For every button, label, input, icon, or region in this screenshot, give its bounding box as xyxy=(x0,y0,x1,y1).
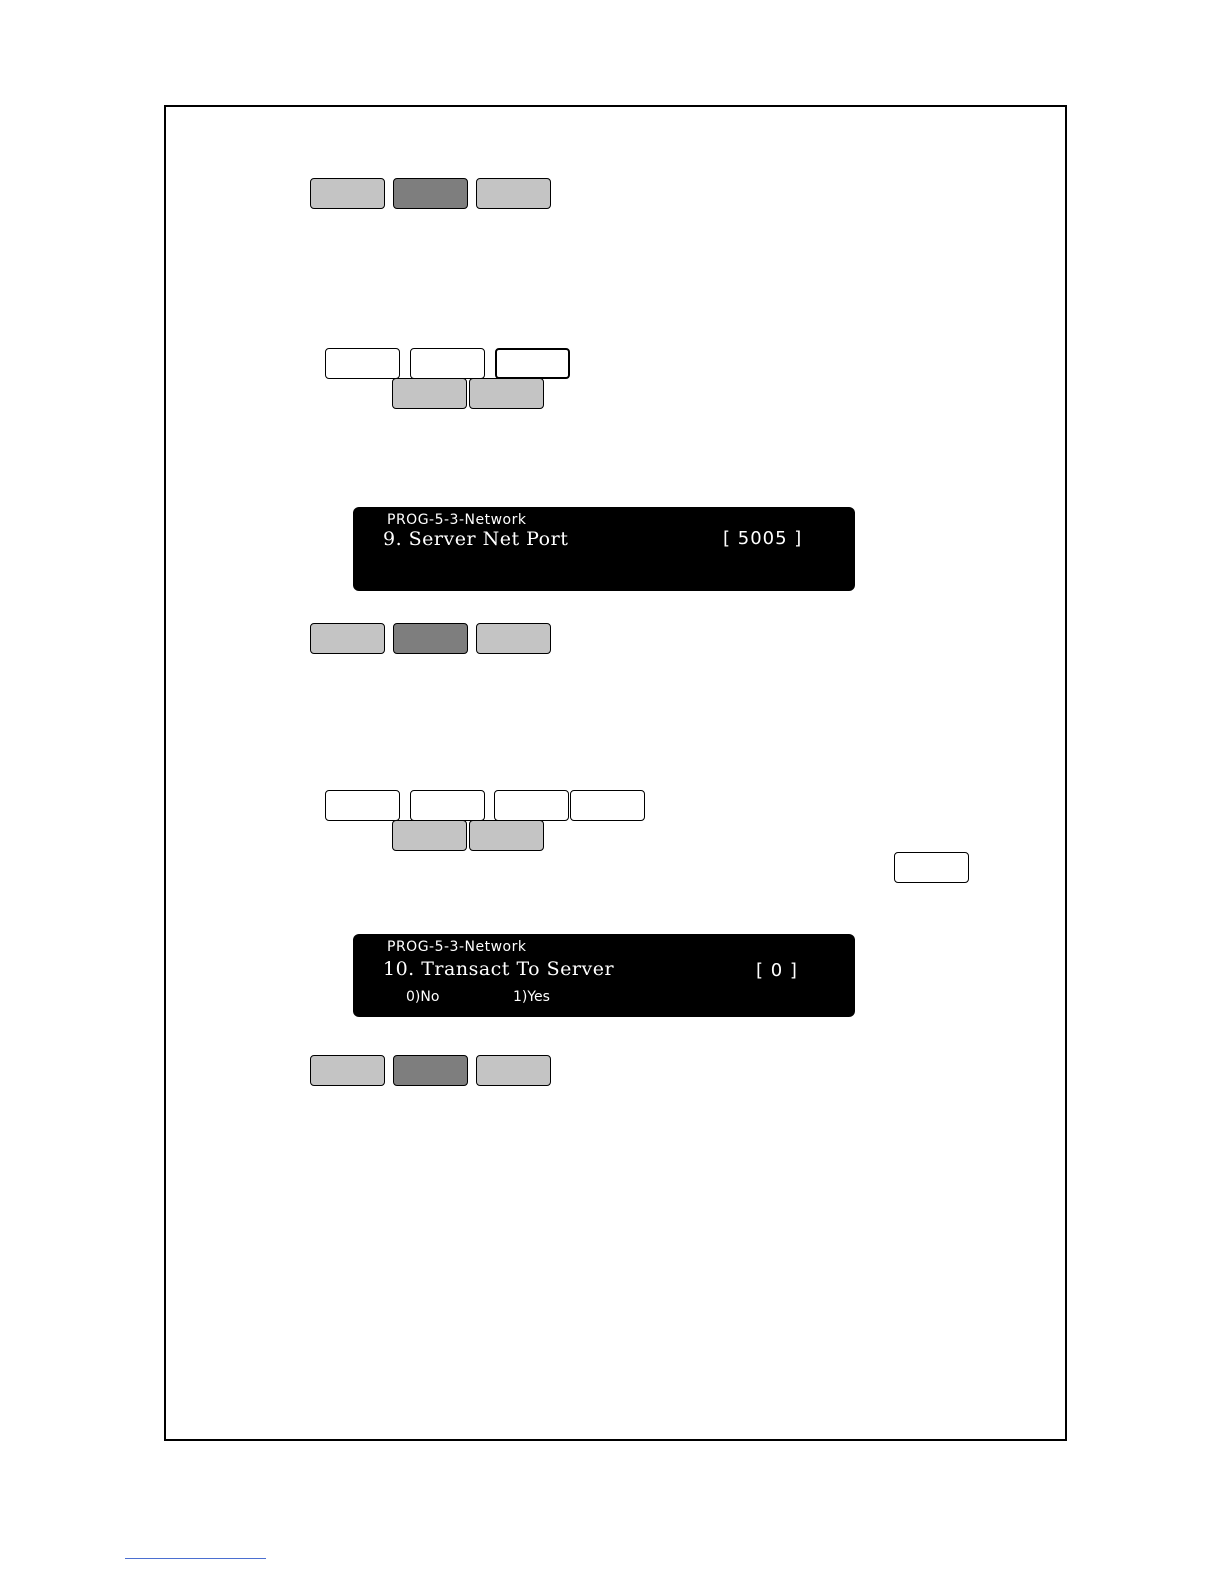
nav-key-left[interactable] xyxy=(310,178,385,209)
lcd-value: [ 5005 ] xyxy=(723,528,803,549)
entry-key-2[interactable] xyxy=(410,348,485,379)
lcd-value: [ 0 ] xyxy=(756,960,798,981)
lcd-display-server-net-port xyxy=(353,507,855,591)
confirm-key-left[interactable] xyxy=(392,820,467,851)
confirm-key-right[interactable] xyxy=(469,378,544,409)
entry-key-1[interactable] xyxy=(325,790,400,821)
entry-key-3[interactable] xyxy=(494,790,569,821)
lcd-title: 9. Server Net Port xyxy=(383,528,569,550)
entry-key-4[interactable] xyxy=(570,790,645,821)
footnote-separator xyxy=(125,1558,266,1559)
side-key[interactable] xyxy=(894,852,969,883)
lcd-display-transact-to-server xyxy=(353,934,855,1017)
lcd-option-yes: 1)Yes xyxy=(513,989,550,1005)
lcd-option-no: 0)No xyxy=(406,989,440,1005)
confirm-key-right[interactable] xyxy=(469,820,544,851)
lcd-header: PROG-5-3-Network xyxy=(387,939,527,955)
nav-key-left[interactable] xyxy=(310,623,385,654)
entry-key-1[interactable] xyxy=(325,348,400,379)
entry-key-2[interactable] xyxy=(410,790,485,821)
nav-key-right[interactable] xyxy=(476,1055,551,1086)
nav-key-center[interactable] xyxy=(393,1055,468,1086)
lcd-header: PROG-5-3-Network xyxy=(387,512,527,528)
page-frame xyxy=(164,105,1067,1441)
nav-key-center[interactable] xyxy=(393,178,468,209)
nav-key-right[interactable] xyxy=(476,623,551,654)
nav-key-right[interactable] xyxy=(476,178,551,209)
confirm-key-left[interactable] xyxy=(392,378,467,409)
nav-key-center[interactable] xyxy=(393,623,468,654)
lcd-title: 10. Transact To Server xyxy=(383,958,615,980)
nav-key-left[interactable] xyxy=(310,1055,385,1086)
entry-key-3[interactable] xyxy=(495,348,570,379)
